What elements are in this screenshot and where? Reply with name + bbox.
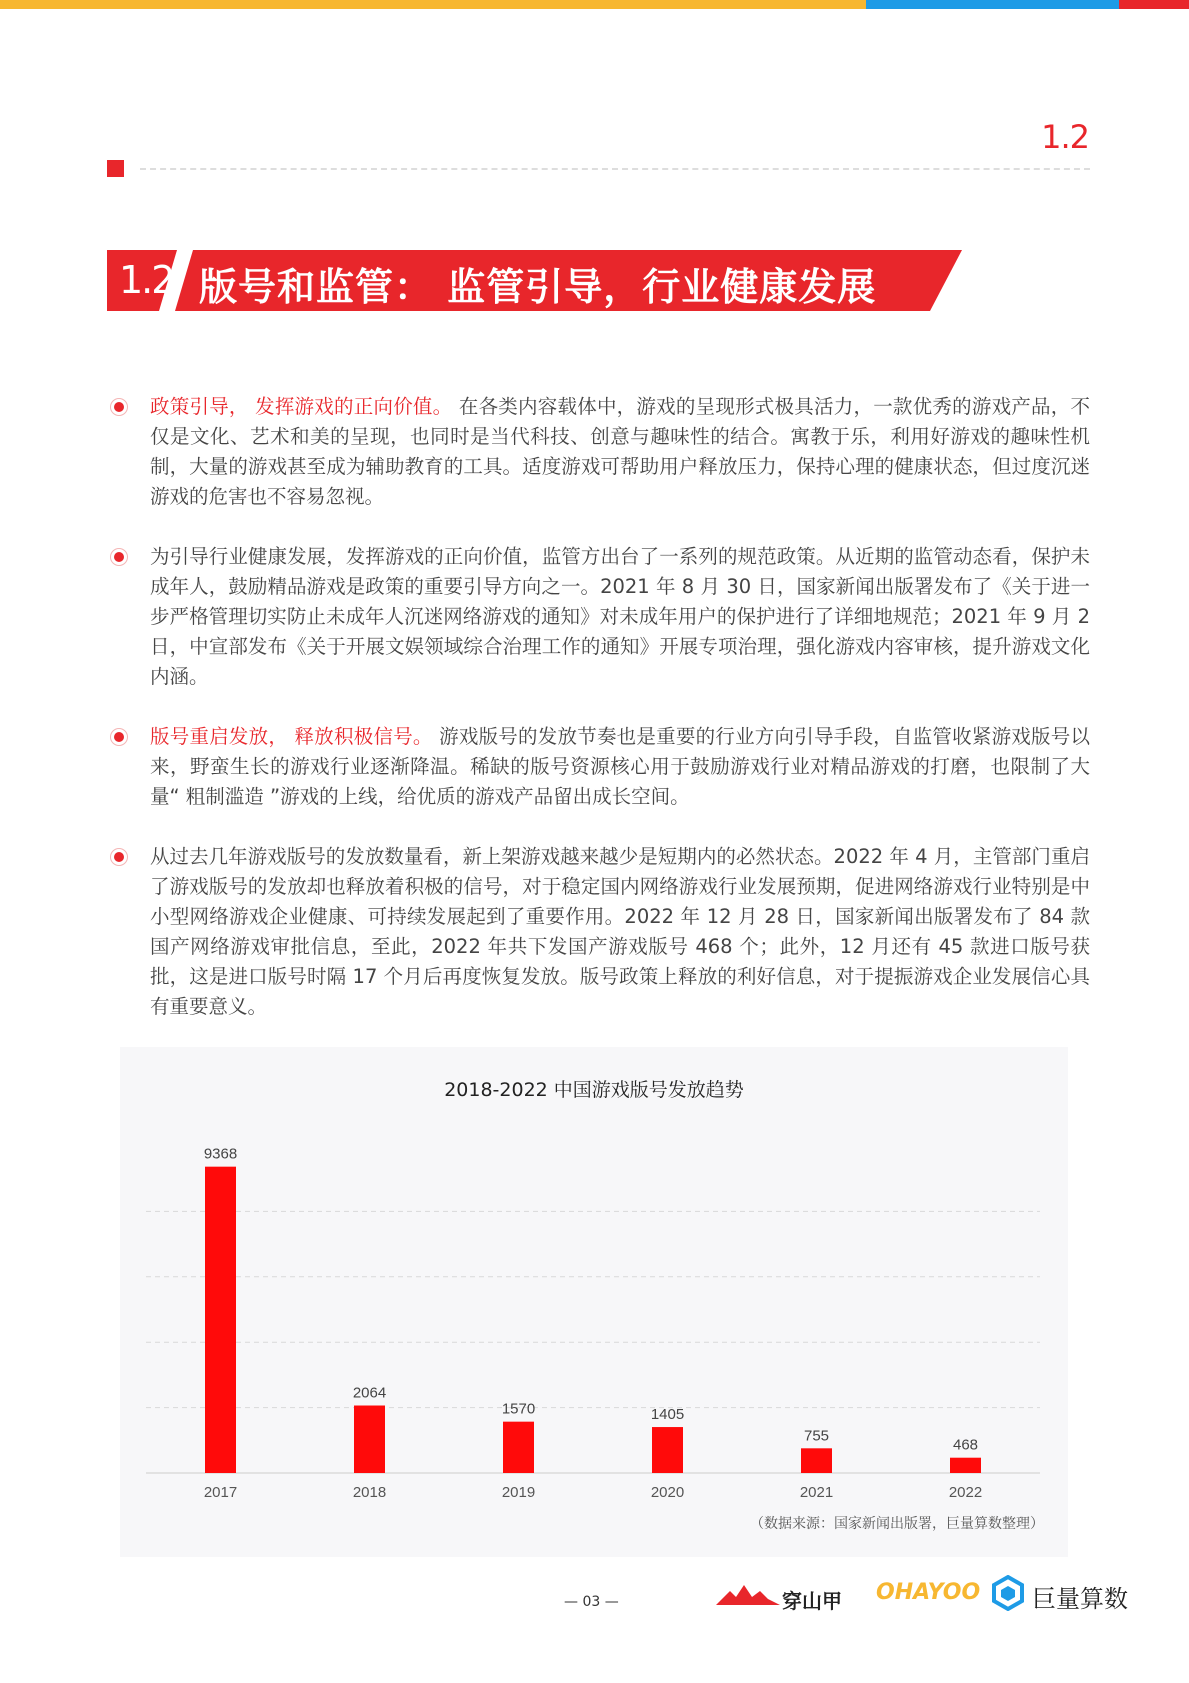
chart-panel <box>120 1047 1068 1557</box>
logo-text: 穿山甲 <box>782 1589 842 1613</box>
chart-title: 2018-2022 中国游戏版号发放趋势 <box>444 1079 744 1101</box>
paragraph-text: 为引导行业健康发展，发挥游戏的正向价值，监管方出台了一系列的规范政策。从近期的监管动态看，保护未成年人，鼓励精品游戏是政策的重要引导方向之一。2021 年 8 月 30 日，国家新闻出版署发布了《关于进一步严格管理切实防止未成年人沉迷网络游戏的通知》对未成年用户的保护进行了详细地规范；2021 年 9 月 2 日，中宣部发布《关于开展文娱领域综合治理工作的通知》开展专项治理，强化游戏内容审核，提升游戏文化内涵。 <box>150 545 1090 688</box>
bullet-icon <box>110 848 128 866</box>
chuanshanjia-logo-icon <box>716 1583 780 1609</box>
logo-text: 巨量算数 <box>1032 1585 1128 1613</box>
paragraph-text: 游戏版号的发放节奏也是重要的行业方向引导手段，自监管收紧游戏版号以来，野蛮生长的游戏行业逐渐降温。稀缺的版号资源核心用于鼓励游戏行业对精品游戏的打磨，也限制了大量“ 粗制滥造 ”游戏的上线，给优质的游戏产品留出成长空间。 <box>150 725 1090 808</box>
chart-value-label: 1570 <box>501 1400 536 1418</box>
section-number: 1.2 <box>1041 118 1089 156</box>
chart-bar-2018 <box>354 1406 385 1473</box>
juliang-logo-icon <box>990 1575 1026 1611</box>
paragraph-text: 在各类内容载体中，游戏的呈现形式极具活力，一款优秀的游戏产品，不仅是文化、艺术和美的呈现，也同时是当代科技、创意与趣味性的结合。寓教于乐，利用好游戏的趣味性机制，大量的游戏甚至成为辅助教育的工具。适度游戏可帮助用户释放压力，保持心理的健康状态，但过度沉迷游戏的危害也不容易忽视。 <box>150 395 1091 508</box>
paragraph-1 <box>150 392 1090 512</box>
paragraph-4 <box>150 842 1090 1022</box>
chart-value-label: 1405 <box>650 1406 685 1424</box>
bullet-icon <box>110 398 128 416</box>
section-banner <box>107 250 962 311</box>
logo-ohayoo: OHAYOO <box>876 1580 981 1605</box>
banner-number: 1.2 <box>119 258 174 302</box>
chart-value-label: 468 <box>952 1436 979 1454</box>
chart-bar-2021 <box>801 1448 832 1473</box>
chart-tick-label: 2020 <box>650 1484 685 1501</box>
logo-chuanshanjia <box>716 1583 842 1613</box>
top-bar-yellow <box>0 0 866 9</box>
chart-tick-label: 2022 <box>948 1484 983 1501</box>
bullet-icon <box>110 548 128 566</box>
chart-value-label: 9368 <box>203 1145 238 1163</box>
bullet-icon <box>110 728 128 746</box>
chart-bar-2022 <box>950 1458 981 1473</box>
chart-source: （数据来源：国家新闻出版署，巨量算数整理） <box>750 1516 1044 1532</box>
page-number: — 03 — <box>564 1594 619 1610</box>
paragraph-highlight: 版号重启发放， 释放积极信号。 <box>150 725 433 748</box>
chart-value-label: 2064 <box>352 1384 387 1402</box>
top-color-bar <box>0 0 1189 9</box>
bar-chart <box>120 1047 1068 1557</box>
chart-tick-label: 2018 <box>352 1484 387 1501</box>
header-divider <box>140 168 1090 170</box>
paragraph-text: 从过去几年游戏版号的发放数量看，新上架游戏越来越少是短期内的必然状态。2022 年 4 月，主管部门重启了游戏版号的发放却也释放着积极的信号，对于稳定国内网络游戏行业发展预期，促进网络游戏行业特别是中小型网络游戏企业健康、可持续发展起到了重要作用。2022 年 12 月 28 日，国家新闻出版署发布了 84 款国产网络游戏审批信息，至此，2022 年共下发国产游戏版号 468 个；此外，12 月还有 45 款进口版号获批，这是进口版号时隔 17 个月后再度恢复发放。版号政策上释放的利好信息，对于提振游戏企业发展信心具有重要意义。 <box>150 845 1090 1018</box>
top-bar-blue <box>866 0 1119 9</box>
chart-bar-2020 <box>652 1427 683 1473</box>
logo-juliang <box>990 1575 1128 1615</box>
chart-tick-label: 2021 <box>799 1484 834 1501</box>
banner-title: 版号和监管： 监管引导，行业健康发展 <box>199 265 877 309</box>
chart-value-label: 755 <box>803 1427 830 1445</box>
top-bar-red <box>1119 0 1189 9</box>
chart-tick-label: 2017 <box>203 1484 238 1501</box>
chart-tick-label: 2019 <box>501 1484 536 1501</box>
paragraph-3 <box>150 722 1090 812</box>
chart-bar-2017 <box>205 1167 236 1473</box>
section-marker-square <box>107 160 124 177</box>
paragraph-highlight: 政策引导， 发挥游戏的正向价值。 <box>150 395 453 418</box>
chart-bar-2019 <box>503 1422 534 1473</box>
paragraph-2 <box>150 542 1090 692</box>
